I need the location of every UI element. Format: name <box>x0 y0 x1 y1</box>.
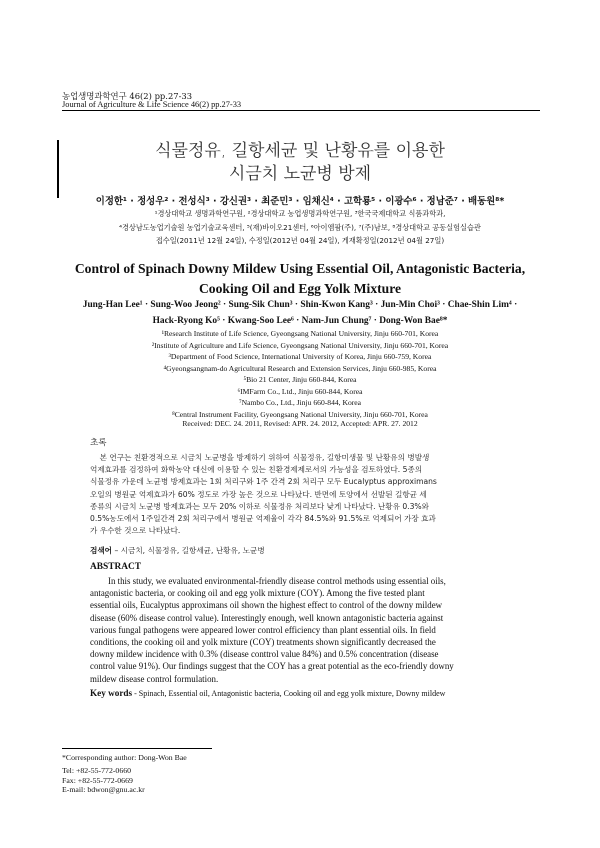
keywords-korean-list: – 시금치, 식물정유, 길항세균, 난황유, 노균병 <box>114 546 265 555</box>
abstract-korean-line: 억제효과를 검정하여 화학농약 대신에 이용할 수 있는 친환경제제로서의 가능성을 검토하였다. 5종의 <box>90 465 423 475</box>
affiliation-korean-1: ¹경상대학교 생명과학연구원, ²경상대학교 농업생명과학연구원, ³한국국제대학교 식품과학과, <box>154 209 446 218</box>
affiliation-english-3: ³Department of Food Science, International University of Korea, Jinju 660-759, Korea <box>168 352 432 361</box>
affiliation-english-7: ⁷Nambo Co., Ltd., Jinju 660-844, Korea <box>238 398 362 407</box>
abstract-english-line: disease (60% disease control value). Interestingly enough, well known antagonistic bacteria against <box>90 612 444 623</box>
contact-email: E-mail: bdwon@gnu.ac.kr <box>62 785 145 795</box>
abstract-english-line: downy mildew incidence with 0.3% (disease conttrol value 84%) and 0.5% concentration (disease <box>90 649 439 660</box>
footnote-rule <box>62 748 212 749</box>
keywords-korean <box>90 545 265 556</box>
affiliation-english-4: ⁴Gyeongsangnam-do Agricultural Research and Extension Services, Jinju 660-985, Korea <box>163 363 437 373</box>
title-english-line2: Cooking Oil and Egg Yolk Mixture <box>198 281 402 296</box>
header-rule <box>62 110 540 111</box>
abstract-korean-line: 본 연구는 친환경적으로 시금치 노균병을 방제하기 위하여 식물정유, 길항미생물 및 난황유의 병발생 <box>90 453 430 462</box>
corresponding-author: *Corresponding author: Dong-Won Bae <box>62 753 187 762</box>
abstract-korean-line: 식물정유 가운데 노균병 방제효과는 1회 처리구와 1주 간격 2회 처리구 모두 Eucalyptus approximans <box>90 477 437 487</box>
abstract-korean-body <box>90 452 510 537</box>
title-korean-line2: 시금치 노균병 방제 <box>228 164 372 184</box>
keywords-korean-label: 검색어 <box>90 546 113 555</box>
abstract-english-body <box>90 575 510 685</box>
abstract-korean-line: 종류의 시금치 노균병 방제효과는 모두 20% 이하로 식물정유 처리보다 낮게 나타났다. 난황유 0.3%와 <box>90 501 429 511</box>
abstract-english-line: various fungal pathogens were appeared lower control efficiency than plant essential oils. In field <box>90 624 436 635</box>
affiliation-english-6: ⁶IMFarm Co., Ltd., Jinju 660-844, Korea <box>237 386 363 396</box>
abstract-english-line: In this study, we evaluated environmental-friendly disease control methods using essential oils, <box>108 576 446 586</box>
keywords-english-list: - Spinach, Essential oil, Antagonistic bacteria, Cooking oil and egg yolk mixture, Downy mildew <box>134 689 446 698</box>
abstract-english-line: control value 91%). Our findings suggest that the COY has a great potential as the eco-friendly downy <box>90 661 454 672</box>
abstract-english-heading: ABSTRACT <box>90 562 142 572</box>
authors-korean: 이정한¹ · 정성우² · 전성식³ · 강신권³ · 최준민³ · 임채신⁴ · 고학룡⁵ · 이광수⁶ · 정남준⁷ · 배동원⁸* <box>95 196 505 207</box>
authors-english-line2: Hack-Ryong Ko⁵ · Kwang-Soo Lee⁶ · Nam-Jun Chung⁷ · Dong-Won Bae⁸* <box>152 316 448 326</box>
abstract-korean-heading: 초록 <box>90 438 107 448</box>
abstract-english-line: essential oils, Eucalyptus approximans oil shown the highest effect to control of the downy mildew <box>90 600 443 611</box>
abstract-korean-line: 0.5%농도에서 1주일간격 2회 처리구에서 병원균 억제율이 각각 84.5%와 91.5%로 억제되어 가장 효과 <box>90 514 436 524</box>
title-english-line1: Control of Spinach Downy Mildew Using Essential Oil, Antagonistic Bacteria, <box>74 261 526 276</box>
title-margin-bar <box>57 140 59 198</box>
abstract-korean-line: 오일의 병원균 억제효과가 60% 정도로 가장 높은 것으로 나타났다. 반면에 토양에서 선발된 길항균 세 <box>90 489 427 499</box>
abstract-english-line: conditions, the cooking oil and yolk mixture (COY) treatments shown significantly decreased the <box>90 637 436 648</box>
affiliation-english-8: ⁸Central Instrument Facility, Gyeongsang National University, Jinju 660-701, Korea <box>172 409 428 419</box>
journal-name-english: Journal of Agriculture & Life Science 46(2) pp.27-33 <box>62 100 242 109</box>
affiliation-english-2: ²Institute of Agriculture and Life Science, Gyeongsang National University, Jinju 660-701, Korea <box>151 340 449 350</box>
contact-tel: Tel: +82-55-772-0660 <box>62 766 132 775</box>
abstract-korean-line: 가 우수한 것으로 나타났다. <box>90 526 181 536</box>
authors-english-line1: Jung-Han Lee¹ · Sung-Woo Jeong² · Sung-Sik Chun³ · Shin-Kwon Kang³ · Jun-Min Choi³ · Chae-Shin Lim⁴ · <box>82 300 518 310</box>
title-korean-line1: 식물정유, 길항세균 및 난황유를 이용한 <box>155 141 445 161</box>
received-dates: Received: DEC. 24. 2011, Revised: APR. 24. 2012, Accepted: APR. 27. 2012 <box>182 419 418 428</box>
affiliation-korean-2: ⁴경상남도농업기술원 농업기술교육센터, ⁵(재)바이오21센터, ⁶아이엠팜(주), ⁷(주)남보, ⁸경상대학교 공동실험실습관 <box>119 223 481 232</box>
abstract-english-line: mildew disease control formulation. <box>90 673 219 684</box>
affiliation-english-1: ¹Research Institute of Life Science, Gyeongsang National University, Jinju 660-701, Korea <box>161 329 439 338</box>
keywords-english-label: Key words <box>90 688 133 698</box>
keywords-english <box>90 688 445 698</box>
journal-name-korean: 농업생명과학연구 46(2) pp.27-33 <box>62 91 193 101</box>
affiliation-english-5: ⁵Bio 21 Center, Jinju 660-844, Korea <box>243 375 357 384</box>
contact-fax: Fax: +82-55-772-0669 <box>62 775 133 785</box>
abstract-english-line: antagonistic bacteria, or cooking oil and egg yolk mixture (COY). Among the five tested plant <box>90 588 425 599</box>
dates-korean: 접수일(2011년 12월 24일), 수정일(2012년 04월 24일), 게재확정일(2012년 04월 27일) <box>155 236 445 245</box>
